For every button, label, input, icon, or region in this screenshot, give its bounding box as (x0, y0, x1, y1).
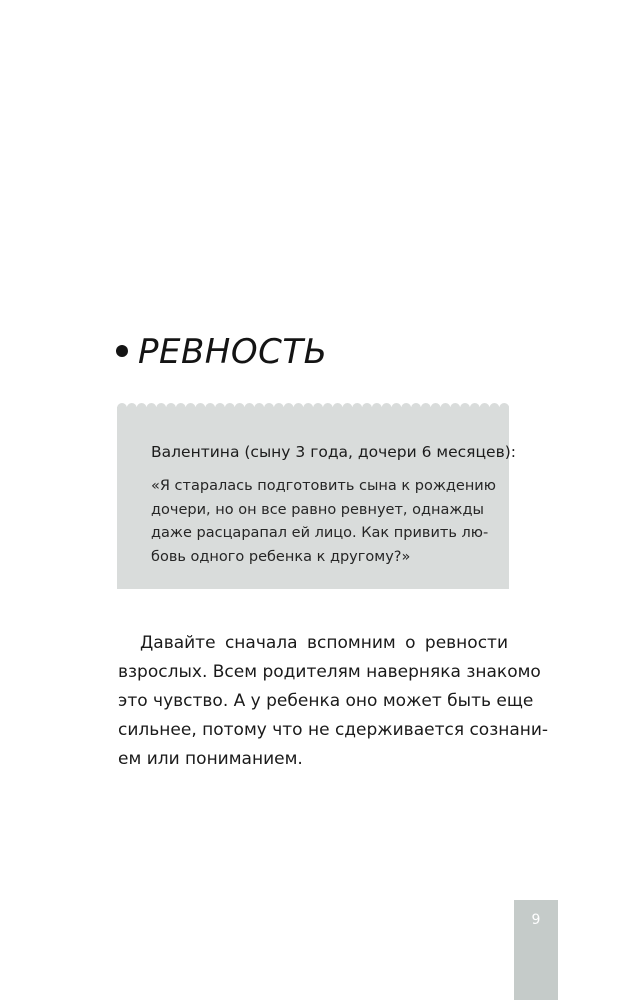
page-number: 9 (531, 912, 541, 928)
bullet-icon (116, 345, 128, 357)
page-number-tab (514, 900, 558, 1000)
quote-line: бовь одного ребенка к другому?» (151, 548, 411, 565)
body-paragraph (118, 629, 549, 774)
paragraph-line: взрослых. Всем родителям наверняка знакомо (118, 662, 541, 682)
quote-author: Валентина (сыну 3 года, дочери 6 месяцев): (151, 443, 516, 461)
paragraph-line: Давайте сначала вспомним о ревности (140, 633, 508, 653)
section-heading-text: РЕВНОСТЬ (138, 332, 328, 372)
paragraph-line: сильнее, потому что не сдерживается сознани- (118, 720, 549, 740)
quote-box (117, 407, 516, 589)
quote-line: даже расцарапал ей лицо. Как привить лю- (151, 525, 489, 541)
quote-line: дочери, но он все равно ревнует, однажды (151, 501, 484, 518)
scalloped-edge (117, 401, 509, 413)
quote-text (151, 475, 496, 569)
paragraph-line: ем или пониманием. (118, 749, 303, 769)
quote-line: «Я старалась подготовить сына к рождению (151, 478, 496, 494)
section-heading (116, 330, 327, 374)
paragraph-line: это чувство. А у ребенка оно может быть еще (118, 691, 534, 711)
